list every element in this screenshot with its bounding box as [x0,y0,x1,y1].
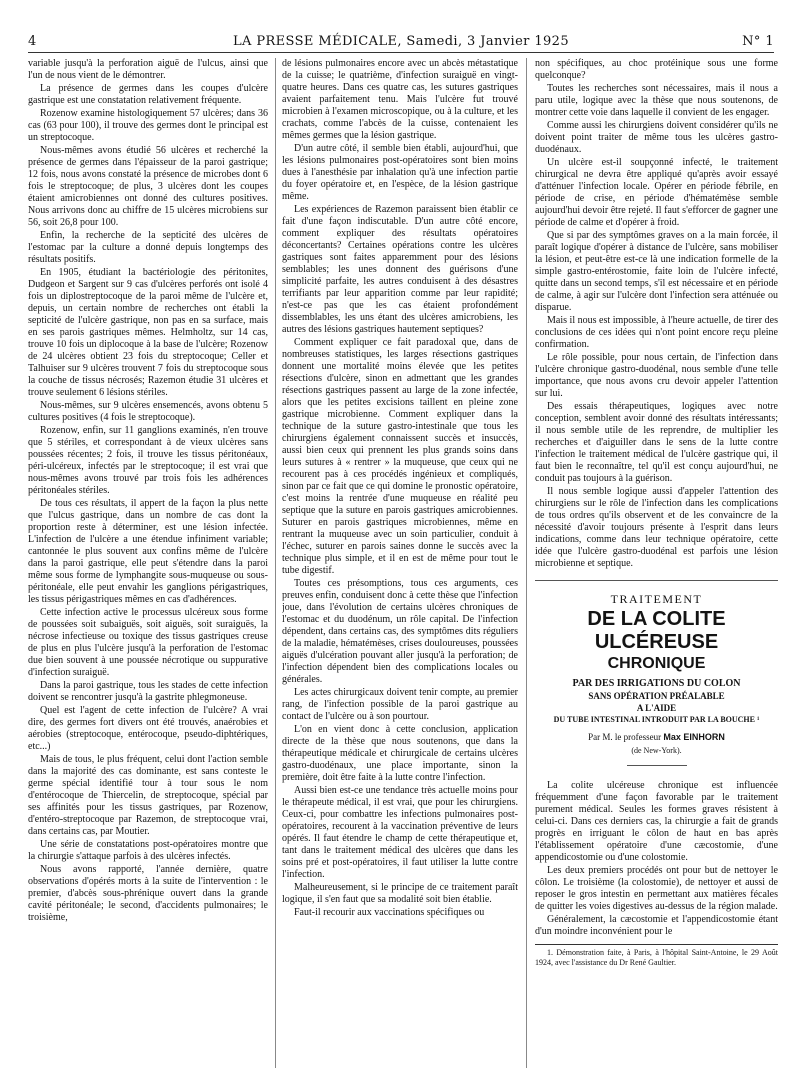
paragraph: D'un autre côté, il semble bien établi, aujourd'hui, que les lésions pulmonaires post-opératoires sont bien moins dues à l'anesthésie par inhalation qu'à une infection partie du foyer opératoire et, en l'espèce, de la lésion gastrique même. [282,143,518,202]
title-rule [627,765,687,766]
paragraph: Le rôle possible, pour nous certain, de l'infection dans l'ulcère chronique gastro-duodénal, nous semble d'une telle importance, que nous avons cru devoir appeler l'attention sur lui. [535,352,778,399]
paragraph: Nous avons rapporté, l'année dernière, quatre observations d'opérés morts à la suite de l'intervention : le premier, d'abcès sous-phrénique ouvert dans la grande cavité péritonéale; le second, d'accidents pulmonaires; le troisième, [28,864,268,923]
paragraph: Rozenow, enfin, sur 11 ganglions examinés, n'en trouve que 5 stériles, et correspondant à de vieux ulcères sans poussées récentes; 2 fois, il trouve les tissus péritonéaux, péri-ulcéreux, infectés par le streptocoque; il est vrai que nous-mêmes avons trouvé par trois fois les adhérences péritonéales stériles. [28,425,268,496]
article-subtitle: A L'AIDE [636,703,677,713]
paragraph: Toutes les recherches sont nécessaires, mais il nous a paru utile, logique avec la thèse que nous soutenons, de montrer cette voie dans laquelle il convient de les engager. [535,83,778,118]
paragraph: Mais il nous est impossible, à l'heure actuelle, de tirer des conclusions de ces idées qui n'ont point encore reçu pleine confirmation. [535,315,778,350]
paragraph: Les deux premiers procédés ont pour but de nettoyer le côlon. Le troisième (la colostomie), de nettoyer et aussi de reposer le gros intestin en permettant aux matières fécales de quitter les voies digestives au-dessus de la région malade. [535,865,778,912]
paragraph: Les actes chirurgicaux doivent tenir compte, au premier rang, de l'infection possible de la paroi gastrique au contact de l'ulcère ou à son pourtour. [282,687,518,722]
paragraph: Un ulcère est-il soupçonné infecté, le traitement chirurgical ne devra être appliqué qu'après avoir essayé d'atténuer l'infection locale. Opérer en période fébrile, en période de crise, en période d'hématémèse semble aujourd'hui devoir être rejeté. Il faut s'efforcer de gagner une période de calme et d'opérer à froid. [535,157,778,228]
paragraph: Des essais thérapeutiques, logiques avec notre conception, semblent avoir donné des résultats intéressants; il nous semble utile de les reprendre, de multiplier les recherches et d'aiguiller dans le sens de la lutte contre l'infection le traitement médical de l'ulcère gastrique qui, il faut bien le reconnaître, tel qu'il est conçu aujourd'hui, ne conduit pas toujours à la guérison. [535,401,778,484]
paragraph: En 1905, étudiant la bactériologie des péritonites, Dudgeon et Sargent sur 9 cas d'ulcères perforés ont isolé 4 fois un diplostreptocoque de la paroi même de l'ulcère et, depuis, un certain nombre de recherches ont établi la septicité de l'ulcère gastrique, non pas en sa surface, mais en ses parois gastriques mêmes. Helmholtz, sur 14 cas, trouve 10 fois un diplocoque à la base de l'ulcère; Rozenow de 24 ulcères obtient 23 fois du streptocoque; Celler et Talhuiser sur 9 ulcères trouvent 7 fois du streptocoque sous la couche de tissus nécrosés; Razemon étudie 31 ulcères et trouve seulement 6 lésions stériles. [28,267,268,398]
column-2 [282,58,518,1074]
paragraph: Généralement, la cæcostomie et l'appendicostomie étant d'un moindre inconvénient pour le [535,914,778,937]
page-header [28,34,774,50]
paragraph: Rozenow examine histologiquement 57 ulcères; dans 36 cas (63 pour 100), il trouve des germes dont le principal est un streptocoque. [28,108,268,143]
paragraph: variable jusqu'à la perforation aiguë de l'ulcus, ainsi que l'un de nous vient de le démontrer. [28,58,268,81]
byline [535,731,778,743]
article-title-line2: CHRONIQUE [607,655,706,672]
publication-title: LA PRESSE MÉDICALE, Samedi, 3 Janvier 1925 [232,34,570,49]
paragraph: Toutes ces présomptions, tous ces arguments, ces preuves enfin, conduisent donc à cette thèse que l'infection joue, dans l'évolution de certains ulcères chroniques de l'estomac et du duodénum, un rôle capital. De l'infection dépendent, dans certains cas, des symptômes dits réguliers de la maladie, hématémèses, crises douloureuses, poussées aiguës d'ulcération pouvant aller jusqu'à la perforation; de l'infection dépendent bien des complications locales ou générales. [282,578,518,685]
paragraph: Aussi bien est-ce une tendance très actuelle moins pour le thérapeute médical, il est vrai, que pour les chirurgiens. Ceux-ci, pour combattre les infections pulmonaires post-opératoires, recourent à la vaccination préventive de leurs opérés. Il faut étendre le champ de cette thérapeutique et, tant dans le traitement médical des ulcères que dans les soins pré et post-opératoires, il faut utiliser la lutte contre l'infection. [282,785,518,880]
paragraph: non spécifiques, au choc protéinique sous une forme quelconque? [535,58,778,81]
article-subtitle: PAR DES IRRIGATIONS DU COLON [572,678,741,689]
paragraph: Dans la paroi gastrique, tous les stades de cette infection doivent se rencontrer jusqu'à la gastrite phlegmoneuse. [28,680,268,703]
paragraph: Enfin, la recherche de la septicité des ulcères de l'estomac par la culture a donné depuis longtemps des résultats positifs. [28,230,268,265]
column-divider [526,58,527,1068]
paragraph: Comment expliquer ce fait paradoxal que, dans de nombreuses statistiques, les larges résections gastriques donnent une mortalité moins élevée que les petites résections d'ulcère, sinon en admettant que les grandes résections gastriques passent au large de la zone infectée, alors que les petites excisions taillent en pleine zone gastrique microbienne. Comment expliquer dans la technique de la suture gastro-intestinale que tous les chirurgiens également connaissent succès et insuccès, aussi bien ceux qui prennent les plus grands soins dans leurs sutures à « rentrer » la muqueuse, que ceux qui ne recourent pas à ces procédés ingénieux et compliqués, sinon par ce fait que ce qui domine le pronostic opératoire, c'est moins la rentrée d'une muqueuse en réalité peu septique que la suture en parois gastriques amicrobiennes. Suturer en parois gastriques microbiennes, même en rentrant la muqueuse avec un soin particulier, conduit à l'échec, suturer en parois saines donne le succès avec la technique plus simple, et il en est de même pour tout le tube digestif. [282,337,518,576]
article-subtitle: SANS OPÉRATION PRÉALABLE [588,691,725,701]
column-1 [28,58,268,1074]
paragraph: La colite ulcéreuse chronique est influencée fréquemment d'une façon favorable par le traitement purement médical. Seules les formes graves résistent à celui-ci. Dans ces derniers cas, la chirurgie a fait de grands progrès en irriguant le côlon de haut en bas après l'établissement opératoire d'une cæcostomie, d'une appendicostomie ou d'une colostomie. [535,780,778,863]
issue-number: N° 1 [742,34,774,49]
article-kicker: TRAITEMENT [610,592,703,606]
article-body [535,780,778,938]
footnote-rule [535,944,778,945]
column-3 [535,58,778,1074]
column-divider [275,58,276,1068]
page-number: 4 [28,34,37,49]
paragraph: Les expériences de Razemon paraissent bien établir ce fait d'une façon indiscutable. D'un autre côté encore, comment expliquer des résultats opératoires déconcertants? Certaines opérations contre les ulcères gastriques sont faites apparemment pour des lésions semblables; les unes donnent des guérisons d'une simplicité parfaite, les autres conduisent à des désastres terrifiants par leur apparition comme par leur rapidité; n'est-ce pas que les cas étaient profondément dissemblables, les uns étant des ulcères amicrobiens, les autres des lésions gastriques hautement septiques? [282,204,518,335]
article-subtitle: DU TUBE INTESTINAL INTRODUIT PAR LA BOUCHE ¹ [553,715,760,724]
byline-prefix: Par M. le professeur [588,732,662,742]
paragraph: Que si par des symptômes graves on a la main forcée, il paraît logique d'opérer à distance de l'ulcère, sans mobiliser la lésion, et peut-être est-ce là une indication formelle de la simple gastro-entérostomie, faite loin de l'ulcère infecté, quitte dans un second temps, s'il est nécessaire et en période de calme, à agir sur l'ulcère dont l'infection sera atténuée ou disparue. [535,230,778,313]
author-name: Max EINHORN [663,732,725,742]
paragraph: Il nous semble logique aussi d'appeler l'attention des chirurgiens sur le rôle de l'infection dans les complications de tous ordres qu'ils observent et de les convaincre de la nécessité d'avoir toujours présente à l'esprit dans leurs indications, comme dans leur technique opératoire, cette idée que l'ulcère gastro-duodénal est parfois une lésion microbienne et septique. [535,486,778,569]
paragraph: Nous-mêmes, sur 9 ulcères ensemencés, avons obtenu 5 cultures positives (4 fois le streptocoque). [28,400,268,423]
article-separator [535,580,778,581]
paragraph: Quel est l'agent de cette infection de l'ulcère? A vrai dire, des germes fort divers ont été trouvés, anaérobies et aérobies (streptocoque, entérocoque, pseudo-diphtériques, etc...) [28,705,268,752]
paragraph: Mais de tous, le plus fréquent, celui dont l'action semble dans la majorité des cas dominante, est sans conteste le germe spécial identifié tour à tour sous le nom d'entérocoque de Thiercelin, de streptocoque, spécial par ses affinités pour les tissus gastriques, par Rozenow, d'entéro-streptocoque par Razemon, de streptocoque vrai, dans certains cas, par Moutier. [28,754,268,837]
paragraph: de lésions pulmonaires encore avec un abcès métastatique de la cuisse; le quatrième, d'infection suraiguë en vingt-quatre heures. Dans ces quatre cas, les sutures gastriques avaient parfaitement tenu. Mais l'ulcère fut trouvé microbien à l'examen microscopique, ou à la culture, et les crachats, comme l'abcès de la cuisse, contenaient les mêmes germes que la lésion gastrique. [282,58,518,141]
paragraph: Malheureusement, si le principe de ce traitement paraît logique, il s'en faut que sa modalité soit bien établie. [282,882,518,905]
paragraph: La présence de germes dans les coupes d'ulcère gastrique est une constatation relativement fréquente. [28,83,268,106]
article-title: DE LA COLITE ULCÉREUSE [587,608,726,653]
paragraph: Une série de constatations post-opératoires montre que la chirurgie s'attaque parfois à des ulcères infectés. [28,839,268,862]
new-article [535,593,778,968]
paragraph: Faut-il recourir aux vaccinations spécifiques ou [294,907,485,918]
paragraph: Comme aussi les chirurgiens doivent considérer qu'ils ne doivent point traiter de même tous les ulcères gastro-duodénaux. [535,120,778,155]
header-rule [28,52,774,53]
paragraph: L'on en vient donc à cette conclusion, application directe de la thèse que nous soutenons, que dans la thérapeutique médicale et chirurgicale de certains ulcères gastro-duodénaux, une place importante, sinon la première, doit être faite à la lutte contre l'infection. [282,724,518,783]
article-continuation [535,58,778,570]
paragraph: Cette infection active le processus ulcéreux sous forme de poussées soit subaiguës, soit aiguës, soit suraiguës, la nécrose infectieuse ou toxique des tissus gastriques creuse de plus en plus l'ulcère jusqu'à la perforation de l'estomac due bien souvent à une poussée nécrotique ou suppurative d'infection suraiguë. [28,607,268,678]
author-location: (de New-York). [631,746,682,755]
paragraph: De tous ces résultats, il appert de la façon la plus nette que l'ulcus gastrique, dans un nombre de cas dont la proportion reste à déterminer, est une lésion infectée. L'infection de l'ulcère a une étendue infiniment variable; cantonnée le plus souvent aux confins même de l'ulcère dans la paroi gastrique, elle peut s'étendre dans la paroi même sous forme de lymphangite sous-muqueuse ou sous-péritonéale, elle peut envahir les ganglions périgastriques, les tissus périgastriques mêmes en cas d'adhérences. [28,498,268,605]
paragraph: Nous-mêmes avons étudié 56 ulcères et recherché la présence de germes dans l'épaisseur de la paroi gastrique; 12 fois, nous avons constaté la présence de microbes dont 6 fois le streptocoque; de plus, 3 ulcères dont les coupes étaient amicrobiennes ont donné des cultures positives. Nous arrivons donc au chiffre de 15 ulcères microbiens sur 56, soit 26,8 pour 100. [28,145,268,228]
footnote: 1. Démonstration faite, à Paris, à l'hôpital Saint-Antoine, le 29 Août 1924, avec l'assistance du Dr René Gaultier. [535,948,778,967]
